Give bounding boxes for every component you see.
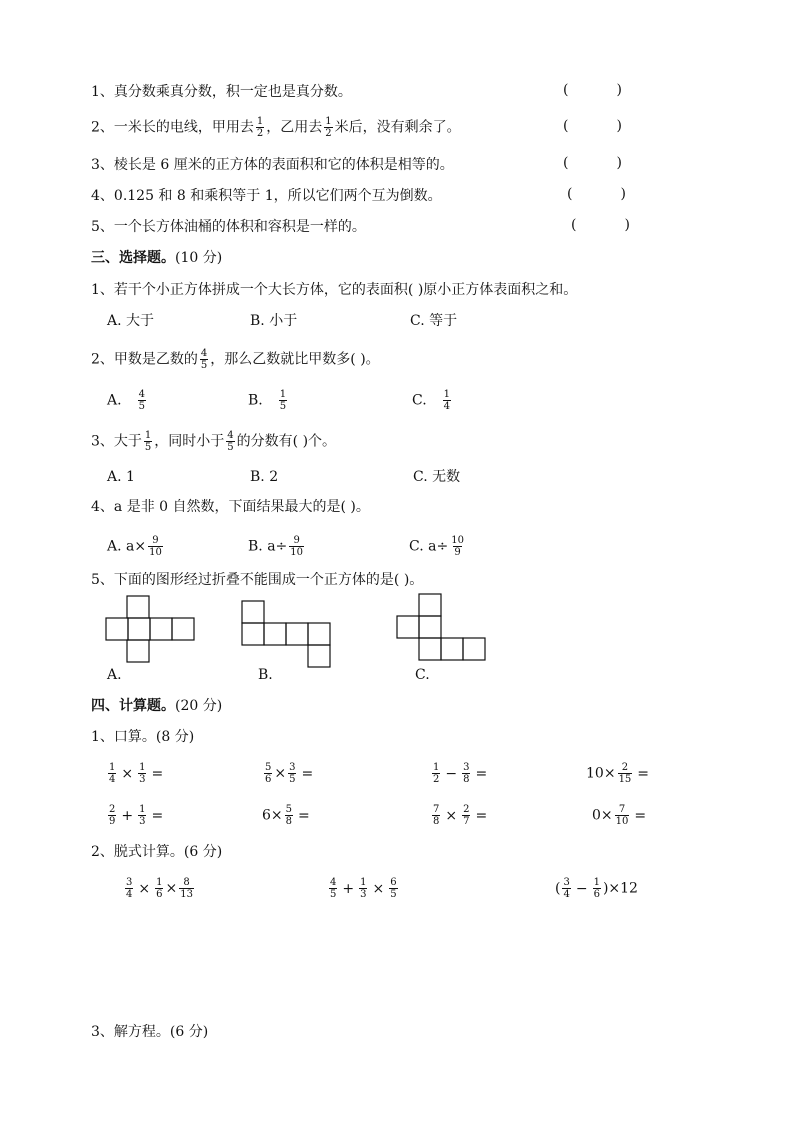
q2-option-a[interactable]: A. $\frac{4}{5}$ <box>107 389 145 412</box>
step-calc-item: $\frac{3}{4}$ × $\frac{1}{6}$ × $\frac{8}{13}$ <box>126 877 193 900</box>
answer-parens[interactable]: ( ) <box>563 155 622 171</box>
choice-q4: 4、a 是非 0 自然数，下面结果最大的是( )。 <box>91 499 370 515</box>
q2-option-c[interactable]: C. $\frac{1}{4}$ <box>412 389 451 412</box>
q3-option-a[interactable]: A. 1 <box>107 469 135 485</box>
q1-option-a[interactable]: A. 大于 <box>107 313 155 329</box>
oral-item: 6× $\frac{5}{8}$ = <box>262 804 310 827</box>
q4-option-c[interactable]: C. a÷ $\frac{10}{9}$ <box>409 535 464 558</box>
answer-parens[interactable]: ( ) <box>563 82 622 98</box>
q3-option-c[interactable]: C. 无数 <box>413 469 461 485</box>
choice-q2: 2、甲数是乙数的 $\frac{4}{5}$ ，那么乙数就比甲数多( )。 <box>91 348 380 371</box>
choice-q5: 5、下面的图形经过折叠不能围成一个正方体的是( )。 <box>91 572 424 588</box>
step-calc-title: 2、脱式计算。(6 分) <box>91 844 223 860</box>
cube-net-c[interactable] <box>396 593 488 661</box>
oral-item: $\frac{5}{6}$ × $\frac{3}{5}$ = <box>265 762 314 785</box>
choice-q1: 1、若干个小正方体拼成一个大长方体，它的表面积( )原小正方体表面积之和。 <box>91 282 578 298</box>
oral-item: $\frac{7}{8}$ × $\frac{2}{7}$ = <box>433 804 488 827</box>
oral-item: $\frac{2}{9}$ + $\frac{1}{3}$ = <box>109 804 164 827</box>
judge-item-3: 3、棱长是 6 厘米的正方体的表面积和它的体积是相等的。 <box>91 157 454 173</box>
answer-parens[interactable]: ( ) <box>567 186 626 202</box>
oral-item: $\frac{1}{4}$ × $\frac{1}{3}$ = <box>109 762 164 785</box>
choice-q3: 3、大于 $\frac{1}{5}$ ，同时小于 $\frac{4}{5}$ 的分数有( )个。 <box>91 430 337 453</box>
q5-option-a[interactable]: A. <box>107 667 122 683</box>
oral-item: $\frac{1}{2}$ − $\frac{3}{8}$ = <box>433 762 488 785</box>
q5-option-c[interactable]: C. <box>415 667 430 683</box>
q2-option-b[interactable]: B. $\frac{1}{5}$ <box>248 389 287 412</box>
judge-item-1: 1、真分数乘真分数，积一定也是真分数。 <box>91 84 352 100</box>
q3-option-b[interactable]: B. 2 <box>250 469 279 485</box>
oral-calc-title: 1、口算。(8 分) <box>91 729 195 745</box>
q1-option-b[interactable]: B. 小于 <box>250 313 298 329</box>
q4-option-b[interactable]: B. a÷ $\frac{9}{10}$ <box>248 535 303 558</box>
cube-net-b[interactable] <box>241 600 333 668</box>
equation-title: 3、解方程。(6 分) <box>91 1024 209 1040</box>
judge-item-4: 4、0.125 和 8 和乘积等于 1，所以它们两个互为倒数。 <box>91 188 442 204</box>
answer-parens[interactable]: ( ) <box>571 217 630 233</box>
section-4-heading: 四、计算题。(20 分) <box>91 698 223 714</box>
cube-net-a[interactable] <box>105 595 197 663</box>
step-calc-item: $\frac{4}{5}$ + $\frac{1}{3}$ × $\frac{6}{5}$ <box>330 877 397 900</box>
section-3-heading: 三、选择题。(10 分) <box>91 250 223 266</box>
judge-item-2: 2、一米长的电线，甲用去 $\frac{1}{2}$ ，乙用去 $\frac{1}{2}$ 米后，没有剩余了。 <box>91 116 461 139</box>
q4-option-a[interactable]: A. a× $\frac{9}{10}$ <box>107 535 162 558</box>
answer-parens[interactable]: ( ) <box>563 118 622 134</box>
q1-option-c[interactable]: C. 等于 <box>410 313 458 329</box>
oral-item: 10× $\frac{2}{15}$ = <box>586 762 650 785</box>
fraction: $\frac{1}{2}$ <box>256 116 264 139</box>
fraction: $\frac{1}{2}$ <box>325 116 332 139</box>
oral-item: 0× $\frac{7}{10}$ = <box>592 804 647 827</box>
q5-option-b[interactable]: B. <box>258 667 273 683</box>
judge-item-5: 5、一个长方体油桶的体积和容积是一样的。 <box>91 219 366 235</box>
step-calc-item: ( $\frac{3}{4}$ − $\frac{1}{6}$ )×12 <box>555 877 638 900</box>
